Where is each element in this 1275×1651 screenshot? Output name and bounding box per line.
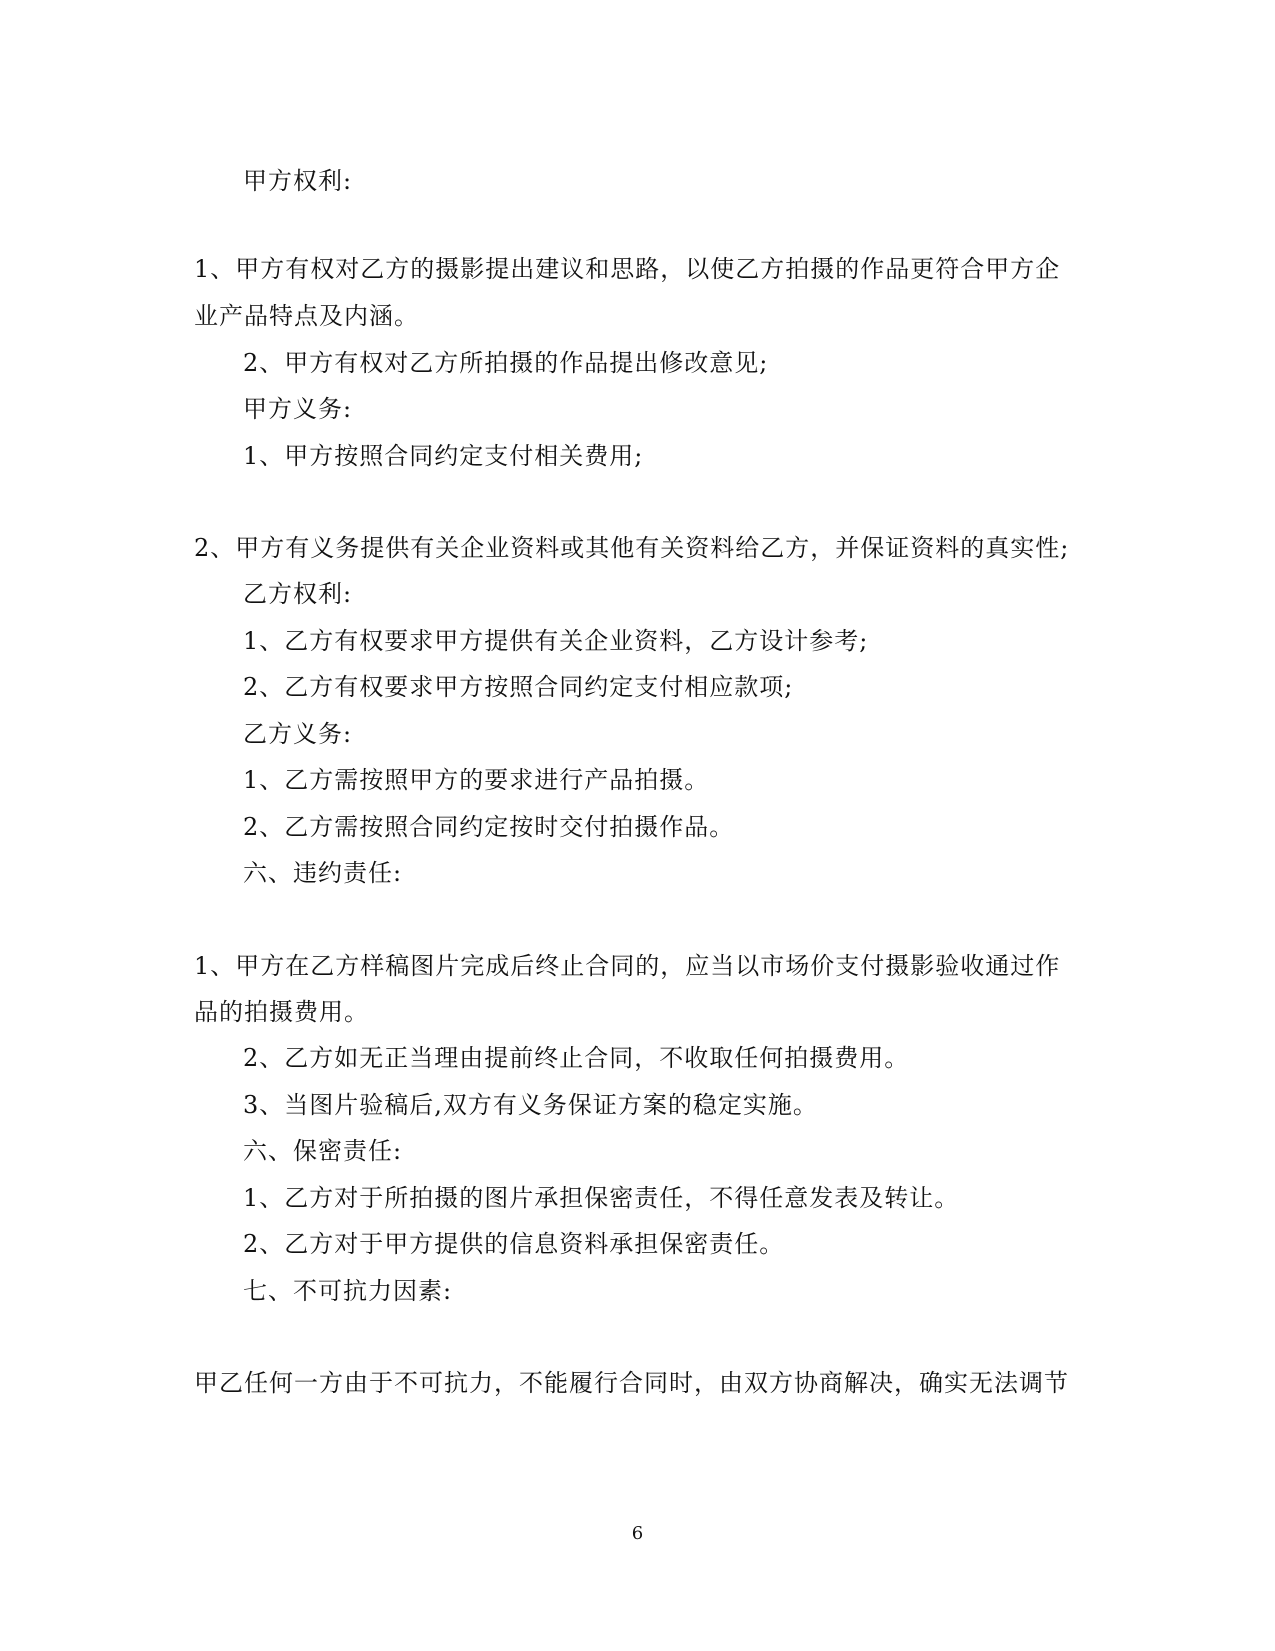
paragraph-line: 3、当图片验稿后,双方有义务保证方案的稳定实施。 — [243, 1091, 818, 1119]
paragraph-line: 2、乙方对于甲方提供的信息资料承担保密责任。 — [243, 1230, 785, 1258]
heading-party-b-rights: 乙方权利: — [243, 580, 353, 608]
paragraph-line: 2、乙方如无正当理由提前终止合同，不收取任何拍摄费用。 — [243, 1044, 910, 1072]
heading-force-majeure: 七、不可抗力因素: — [243, 1277, 453, 1305]
paragraph-line: 2、乙方有权要求甲方按照合同约定支付相应款项; — [243, 673, 794, 701]
heading-party-a-obligations: 甲方义务: — [243, 395, 353, 423]
paragraph-line: 1、乙方对于所拍摄的图片承担保密责任，不得任意发表及转让。 — [243, 1184, 960, 1212]
paragraph-line: 1、乙方需按照甲方的要求进行产品拍摄。 — [243, 766, 710, 794]
paragraph-line: 1、甲方有权对乙方的摄影提出建议和思路，以使乙方拍摄的作品更符合甲方企 — [194, 255, 1061, 283]
heading-party-b-obligations: 乙方义务: — [243, 720, 353, 748]
paragraph-line: 业产品特点及内涵。 — [194, 302, 419, 330]
heading-confidentiality: 六、保密责任: — [243, 1137, 403, 1165]
paragraph-line: 2、甲方有义务提供有关企业资料或其他有关资料给乙方，并保证资料的真实性; — [194, 534, 1070, 562]
paragraph-line: 品的拍摄费用。 — [194, 998, 369, 1026]
paragraph-line: 1、乙方有权要求甲方提供有关企业资料，乙方设计参考; — [243, 627, 869, 655]
paragraph-line: 甲乙任何一方由于不可抗力，不能履行合同时，由双方协商解决，确实无法调节 — [194, 1369, 1069, 1397]
heading-party-a-rights: 甲方权利: — [243, 167, 353, 195]
paragraph-line: 2、乙方需按照合同约定按时交付拍摄作品。 — [243, 813, 735, 841]
paragraph-line: 1、甲方按照合同约定支付相关费用; — [243, 442, 644, 470]
heading-breach-liability: 六、违约责任: — [243, 859, 403, 887]
paragraph-line: 1、甲方在乙方样稿图片完成后终止合同的，应当以市场价支付摄影验收通过作 — [194, 952, 1061, 980]
page-number: 6 — [631, 1523, 644, 1544]
paragraph-line: 2、甲方有权对乙方所拍摄的作品提出修改意见; — [243, 349, 769, 377]
